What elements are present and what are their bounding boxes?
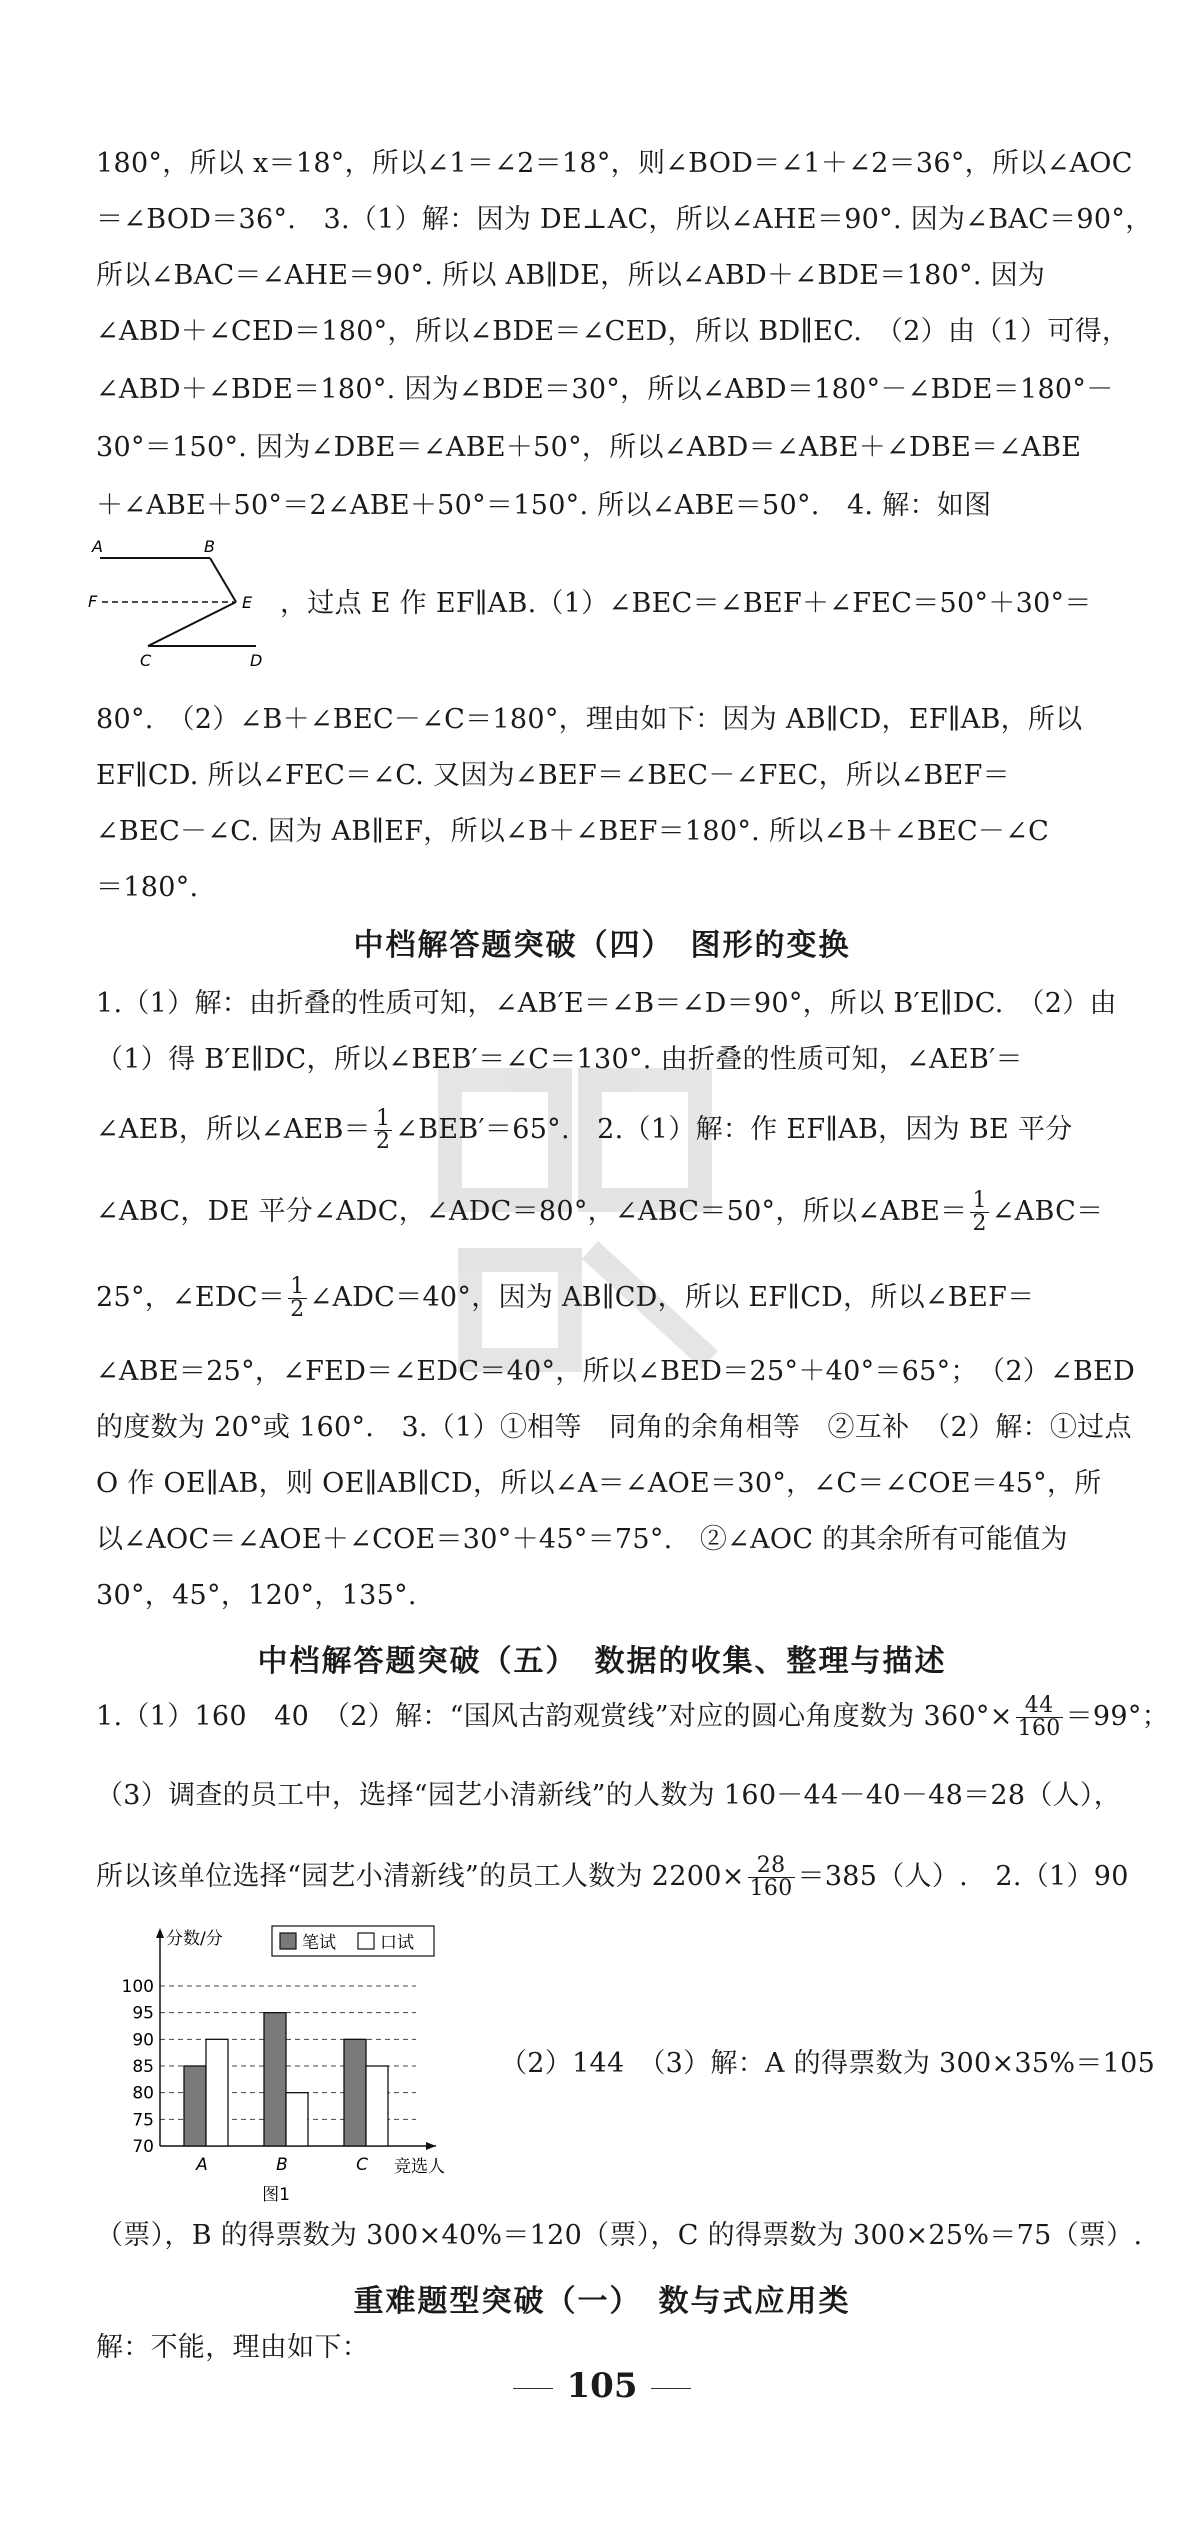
fraction bbox=[1016, 1695, 1063, 1740]
bar bbox=[184, 2066, 206, 2146]
fraction-numerator: 1 bbox=[290, 1274, 305, 1299]
label-a: A bbox=[92, 537, 103, 556]
x-tick-label: C bbox=[356, 2155, 368, 2175]
text-fragment: 所以该单位选择“园艺小清新线”的员工人数为 2200× bbox=[96, 1861, 745, 1892]
fraction bbox=[288, 1276, 306, 1321]
text-line: ∠BEC－∠C. 因为 AB∥EF，所以∠B＋∠BEF＝180°. 所以∠B＋∠BEC－∠C bbox=[96, 816, 1050, 847]
fraction-denominator: 160 bbox=[749, 1876, 793, 1901]
text-line: 80°. （2）∠B＋∠BEC－∠C＝180°，理由如下：因为 AB∥CD，EF∥AB，所以 bbox=[96, 704, 1083, 735]
segment-ec bbox=[148, 602, 236, 646]
y-tick-label: 80 bbox=[132, 2083, 154, 2104]
x-axis-arrow bbox=[426, 2142, 436, 2150]
label-d: D bbox=[250, 651, 263, 670]
geometry-figure bbox=[86, 537, 286, 670]
text-fragment: ∠BEB′＝65°. 2.（1）解：作 EF∥AB，因为 BE 平分 bbox=[395, 1114, 1073, 1145]
x-tick-label: B bbox=[276, 2155, 288, 2175]
text-fragment: 25°，∠EDC＝ bbox=[96, 1282, 286, 1313]
legend-swatch bbox=[358, 1933, 374, 1949]
fraction-numerator: 1 bbox=[972, 1188, 987, 1213]
label-e: E bbox=[242, 593, 253, 612]
text-line bbox=[96, 1686, 1169, 1748]
text-line: （2）144 （3）解：A 的得票数为 300×35%＝105 bbox=[500, 2048, 1156, 2079]
fraction-denominator: 160 bbox=[1017, 1716, 1061, 1741]
text-line: 30°＝150°. 因为∠DBE＝∠ABE＋50°，所以∠ABD＝∠ABE＋∠DBE＝∠ABE bbox=[96, 432, 1082, 463]
text-line: 所以∠BAC＝∠AHE＝90°. 所以 AB∥DE，所以∠ABD＋∠BDE＝180°. 因为 bbox=[96, 260, 1046, 291]
x-tick-label: A bbox=[196, 2155, 208, 2175]
page-number bbox=[0, 2366, 1204, 2406]
text-line: 1.（1）解：由折叠的性质可知，∠AB′E＝∠B＝∠D＝90°，所以 B′E∥DC. （2）由 bbox=[96, 988, 1117, 1019]
y-axis-arrow bbox=[156, 1928, 164, 1938]
text-line: （1）得 B′E∥DC，所以∠BEB′＝∠C＝130°. 由折叠的性质可知，∠AEB′＝ bbox=[96, 1044, 1023, 1075]
fraction-denominator: 2 bbox=[972, 1211, 987, 1236]
y-tick-label: 75 bbox=[132, 2110, 154, 2131]
text-line: 的度数为 20°或 160°. 3.（1）①相等 同角的余角相等 ②互补 （2）解：①过点 bbox=[96, 1412, 1132, 1443]
y-tick-label: 90 bbox=[132, 2030, 154, 2051]
text-fragment: 1.（1）160 40 （2）解：“国风古韵观赏线”对应的圆心角度数为 360°× bbox=[96, 1701, 1013, 1732]
text-line: EF∥CD. 所以∠FEC＝∠C. 又因为∠BEF＝∠BEC－∠FEC，所以∠BEF＝ bbox=[96, 760, 1010, 791]
bar bbox=[206, 2039, 228, 2146]
text-line bbox=[96, 1268, 1106, 1328]
bar bbox=[264, 2013, 286, 2146]
y-axis-label: 分数/分 bbox=[166, 1929, 223, 1949]
text-line: 30°，45°，120°，135°. bbox=[96, 1580, 417, 1611]
x-axis-label: 竞选人 bbox=[394, 2157, 445, 2177]
y-tick-label: 100 bbox=[121, 1977, 154, 1997]
bar bbox=[286, 2093, 308, 2146]
bar bbox=[344, 2039, 366, 2146]
section-title: 中档解答题突破（五） 数据的收集、整理与描述 bbox=[257, 1644, 947, 1679]
y-tick-label: 70 bbox=[132, 2137, 154, 2157]
text-line: ∠ABD＋∠BDE＝180°. 因为∠BDE＝30°，所以∠ABD＝180°－∠BDE＝180°－ bbox=[96, 374, 1114, 405]
text-line bbox=[96, 1846, 1129, 1908]
chart-caption: 图1 bbox=[262, 2185, 290, 2205]
fraction-numerator: 28 bbox=[748, 1855, 795, 1878]
text-line bbox=[96, 1100, 1106, 1160]
fraction bbox=[970, 1190, 988, 1235]
y-tick-label: 85 bbox=[132, 2057, 154, 2077]
fraction-denominator: 2 bbox=[290, 1297, 305, 1322]
text-line: ，过点 E 作 EF∥AB.（1）∠BEC＝∠BEF＋∠FEC＝50°＋30°＝ bbox=[280, 588, 1092, 619]
text-line bbox=[96, 1182, 1106, 1242]
label-c: C bbox=[140, 651, 152, 670]
text-fragment: ＝385（人）. 2.（1）90 bbox=[797, 1861, 1129, 1892]
fraction-numerator: 44 bbox=[1016, 1695, 1063, 1718]
page-number-value: 105 bbox=[566, 2366, 638, 2406]
text-line: ∠ABD＋∠CED＝180°，所以∠BDE＝∠CED，所以 BD∥EC. （2）由（1）可得， bbox=[96, 316, 1130, 347]
text-line: 180°，所以 x＝18°，所以∠1＝∠2＝18°，则∠BOD＝∠1＋∠2＝36°，所以∠AOC bbox=[96, 148, 1133, 179]
label-f: F bbox=[88, 592, 98, 611]
text-fragment: ＝99°； bbox=[1065, 1701, 1169, 1732]
legend-swatch bbox=[280, 1933, 296, 1949]
label-b: B bbox=[204, 537, 215, 556]
legend-label: 笔试 bbox=[302, 1933, 336, 1953]
fraction bbox=[748, 1855, 795, 1900]
text-line: ∠ABE＝25°，∠FED＝∠EDC＝40°，所以∠BED＝25°＋40°＝65°； （2）∠BED bbox=[96, 1356, 1136, 1387]
segment-be bbox=[210, 558, 236, 602]
text-line: ＝180°. bbox=[96, 872, 199, 903]
section-title: 重难题型突破（一） 数与式应用类 bbox=[353, 2284, 851, 2319]
text-fragment: ∠AEB，所以∠AEB＝ bbox=[96, 1114, 371, 1145]
fraction-numerator: 1 bbox=[375, 1106, 391, 1131]
text-line: （3）调查的员工中，选择“园艺小清新线”的人数为 160－44－40－48＝28（人）， bbox=[96, 1780, 1122, 1811]
text-fragment: ∠ABC，DE 平分∠ADC，∠ADC＝80°，∠ABC＝50°，所以∠ABE＝ bbox=[96, 1196, 968, 1227]
section-title: 中档解答题突破（四） 图形的变换 bbox=[353, 928, 851, 963]
text-line: ＋∠ABE＋50°＝2∠ABE＋50°＝150°. 所以∠ABE＝50°. 4. 解：如图 bbox=[96, 490, 992, 521]
text-line: O 作 OE∥AB，则 OE∥AB∥CD，所以∠A＝∠AOE＝30°，∠C＝∠COE＝45°，所 bbox=[96, 1468, 1102, 1499]
y-tick-label: 95 bbox=[132, 2003, 154, 2024]
fraction-denominator: 2 bbox=[375, 1129, 391, 1154]
text-line: （票），B 的得票数为 300×40%＝120（票），C 的得票数为 300×25%＝75（票）. bbox=[96, 2220, 1143, 2251]
text-line: 解：不能，理由如下： bbox=[96, 2332, 369, 2363]
bar bbox=[366, 2066, 388, 2146]
text-fragment: ∠ADC＝40°，因为 AB∥CD，所以 EF∥CD，所以∠BEF＝ bbox=[309, 1282, 1035, 1313]
text-line: ＝∠BOD＝36°. 3.（1）解：因为 DE⊥AC，所以∠AHE＝90°. 因为∠BAC＝90°， bbox=[96, 204, 1153, 235]
page-number-dash bbox=[651, 2388, 691, 2389]
text-fragment: ∠ABC＝ bbox=[991, 1196, 1104, 1227]
text-line: 以∠AOC＝∠AOE＋∠COE＝30°＋45°＝75°. ②∠AOC 的其余所有可能值为 bbox=[96, 1524, 1068, 1555]
page-number-dash bbox=[513, 2388, 553, 2389]
bar-chart bbox=[96, 1920, 486, 2210]
fraction bbox=[374, 1108, 392, 1153]
legend-label: 口试 bbox=[380, 1933, 414, 1953]
